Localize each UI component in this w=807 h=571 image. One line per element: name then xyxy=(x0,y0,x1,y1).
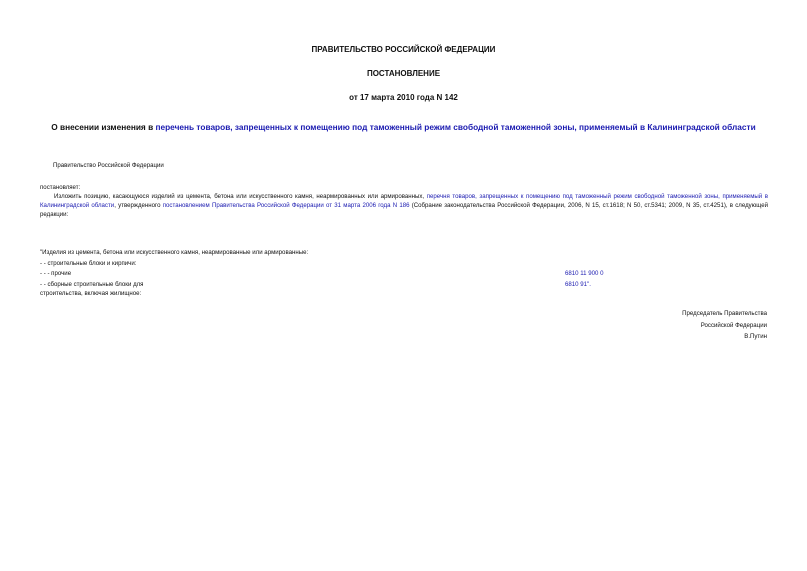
title-prefix: О внесении изменения в xyxy=(51,122,156,132)
signature-block xyxy=(682,308,767,343)
quote-line-3: - - - прочие xyxy=(40,270,72,277)
resolution-link[interactable]: постановлением Правительства Российской Федерации от 31 марта 2006 года N 186 xyxy=(162,202,410,209)
document-title xyxy=(40,122,767,133)
main-paragraph xyxy=(40,192,768,219)
paragraph-text-b: , утвержденного xyxy=(114,202,163,209)
list-link[interactable]: перечня товаров, запрещенных к помещению под таможенный режим свободной таможенной зоны, применяемый в Калининградской области xyxy=(40,193,768,209)
signature-name: В.Путин xyxy=(744,333,767,340)
title-link[interactable]: перечень товаров, запрещенных к помещению под таможенный режим свободной таможенной зоны, применяемый в Калининградской области xyxy=(155,122,756,132)
paragraph-text-a: Изложить позицию, касающуюся изделий из цемента, бетона или искусственного камня, неармированных или армированных, xyxy=(54,193,427,200)
document-type: ПОСТАНОВЛЕНИЕ xyxy=(366,69,441,78)
tnved-code-2[interactable]: 6810 91". xyxy=(565,281,591,288)
tnved-code-1[interactable]: 6810 11 900 0 xyxy=(565,270,604,277)
signature-title-2: Российской Федерации xyxy=(700,321,767,329)
document-date-number: от 17 марта 2010 года N 142 xyxy=(349,93,458,102)
quote-line-1: "Изделия из цемента, бетона или искусственного камня, неармированные или армированные: xyxy=(40,249,309,256)
quote-line-4 xyxy=(40,280,360,298)
signature-title-1: Председатель Правительства xyxy=(682,310,767,317)
government-label: Правительство Российской Федерации xyxy=(53,162,164,169)
government-heading: ПРАВИТЕЛЬСТВО РОССИЙСКОЙ ФЕДЕРАЦИИ xyxy=(311,45,496,54)
quote-line-4a: - - сборные строительные блоки для xyxy=(40,281,144,288)
quote-line-4b: строительства, включая жилищное: xyxy=(40,290,142,297)
decrees-label: постановляет: xyxy=(40,184,81,191)
paragraph-text-c: (Собрание законодательства Российской Федерации, 2006, N 15, ст.1618; N 50, ст.5341; 2009, N 35, ст.4251), в следующей редакции: xyxy=(40,202,769,218)
quote-line-2: - - строительные блоки и кирпичи: xyxy=(40,260,137,267)
